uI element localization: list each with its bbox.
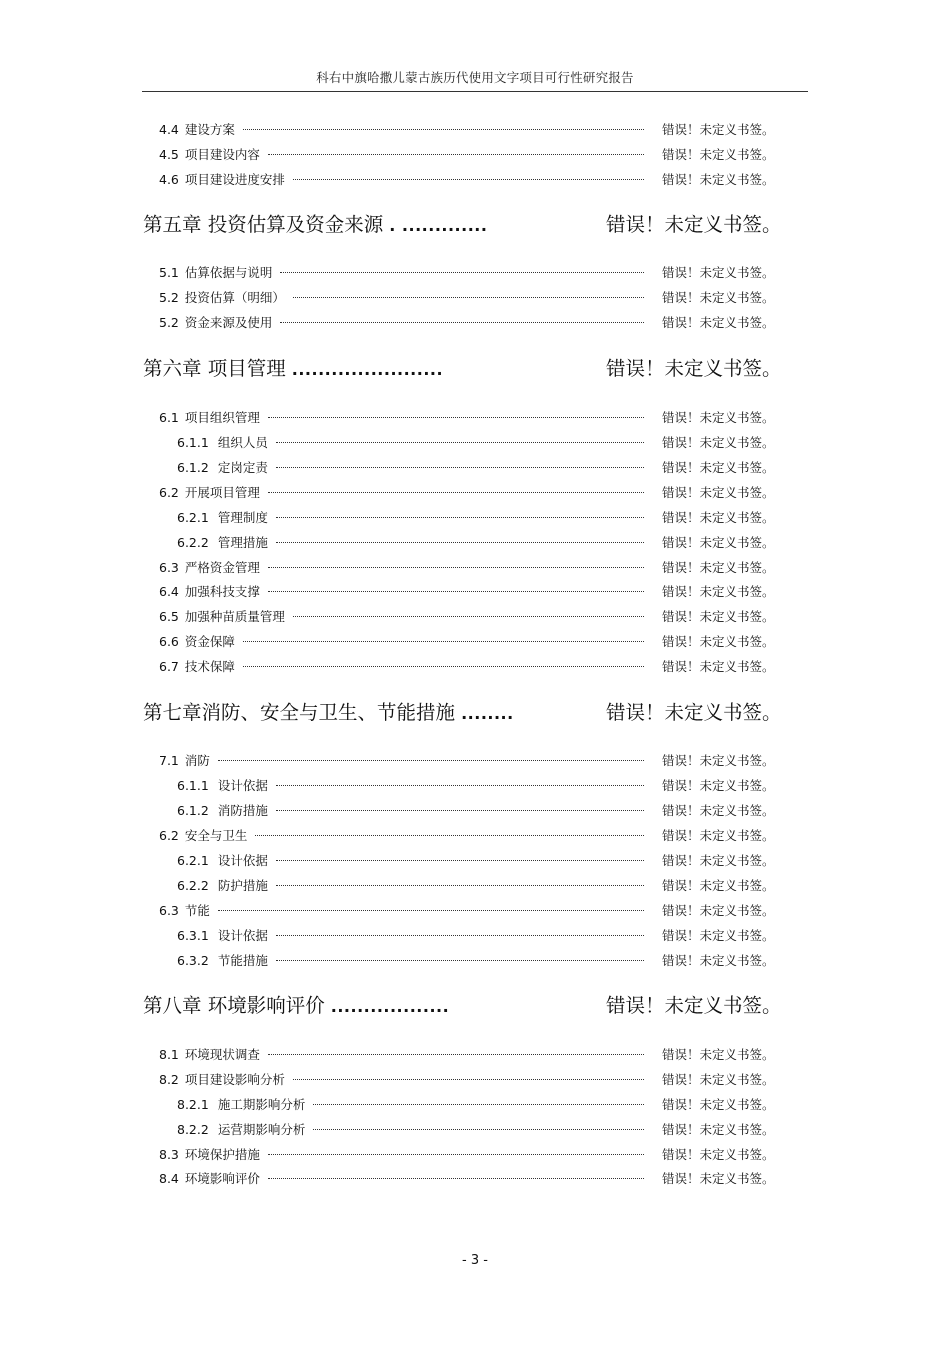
toc-page-ref: 错误！未定义书签。 — [662, 435, 775, 450]
toc-entry-label — [159, 826, 247, 846]
toc-entry-label — [177, 1095, 305, 1115]
toc-entry-title: 技术保障 — [184, 659, 235, 674]
toc-entry-number: 6.3.1 — [177, 928, 209, 943]
toc-leader-dots — [276, 442, 644, 443]
toc-page-ref: 错误！未定义书签。 — [662, 1122, 775, 1137]
toc-entry-label — [159, 582, 260, 602]
toc-entry[interactable] — [0, 1169, 950, 1189]
chapter-title — [143, 208, 487, 243]
toc-entry-number: 6.4 — [159, 584, 179, 599]
chapter-title-text: 第六章 项目管理 — [143, 357, 286, 380]
toc-leader-dots — [276, 935, 644, 936]
toc-leader-dots — [276, 785, 644, 786]
toc-entry-title: 资金来源及使用 — [184, 315, 273, 330]
toc-entry-label — [177, 508, 268, 528]
toc-page-ref: 错误！未定义书签。 — [662, 609, 775, 624]
toc-entry-number: 6.2.1 — [177, 853, 209, 868]
toc-entry[interactable] — [0, 876, 950, 896]
toc-entry-number: 4.6 — [159, 172, 179, 187]
toc-entry[interactable] — [0, 313, 950, 333]
toc-entry-label — [159, 263, 272, 283]
toc-entry-label — [159, 408, 260, 428]
document-header: 科右中旗哈撒儿蒙古族历代使用文字项目可行性研究报告 — [316, 70, 634, 85]
toc-entry-title: 设计依据 — [217, 928, 268, 943]
toc-chapter[interactable] — [0, 989, 950, 1023]
toc-page-ref: 错误！未定义书签。 — [662, 485, 775, 500]
toc-entry[interactable] — [0, 1070, 950, 1090]
toc-leader-dots — [276, 542, 644, 543]
toc-entry-title: 环境保护措施 — [184, 1147, 260, 1162]
toc-leader-dots — [280, 322, 644, 323]
toc-entry-label — [159, 632, 235, 652]
toc-page-ref: 错误！未定义书签。 — [662, 172, 775, 187]
toc-entry-number: 8.2.2 — [177, 1122, 209, 1137]
toc-leader-dots — [276, 860, 644, 861]
toc-entry-title: 投资估算（明细） — [184, 290, 285, 305]
toc-entry-title: 项目建设进度安排 — [184, 172, 285, 187]
toc-entry[interactable] — [0, 145, 950, 165]
toc-entry[interactable] — [0, 1145, 950, 1165]
toc-entry[interactable] — [0, 458, 950, 478]
toc-entry-title: 安全与卫生 — [184, 828, 248, 843]
toc-entry-label — [177, 801, 268, 821]
toc-entry-number: 4.4 — [159, 122, 179, 137]
toc-entry-number: 4.5 — [159, 147, 179, 162]
toc-entry[interactable] — [0, 582, 950, 602]
toc-entry-title: 资金保障 — [184, 634, 235, 649]
toc-entry-label — [177, 1120, 305, 1140]
toc-page-ref: 错误！未定义书签。 — [662, 290, 775, 305]
toc-entry-title: 设计依据 — [217, 853, 268, 868]
toc-page-ref: 错误！未定义书签。 — [662, 1072, 775, 1087]
chapter-title-text: 第八章 环境影响评价 — [143, 994, 325, 1017]
toc-entry-title: 开展项目管理 — [184, 485, 260, 500]
toc-leader-dots — [276, 960, 644, 961]
toc-page-ref: 错误！未定义书签。 — [662, 903, 775, 918]
toc-page-ref: 错误！未定义书签。 — [662, 122, 775, 137]
toc-entry-number: 6.1.1 — [177, 435, 209, 450]
toc-entry-title: 环境影响评价 — [184, 1171, 260, 1186]
toc-entry-title: 建设方案 — [184, 122, 235, 137]
toc-leader-dots — [293, 1079, 644, 1080]
toc-entry[interactable] — [0, 558, 950, 578]
toc-entry-number: 8.2.1 — [177, 1097, 209, 1112]
toc-page-ref: 错误！未定义书签。 — [662, 634, 775, 649]
toc-entry-title: 施工期影响分析 — [217, 1097, 306, 1112]
toc-entry-number: 6.6 — [159, 634, 179, 649]
toc-entry-title: 节能措施 — [217, 953, 268, 968]
toc-entry-title: 定岗定责 — [217, 460, 268, 475]
toc-entry-label — [159, 120, 235, 140]
toc-entry-number: 6.3 — [159, 560, 179, 575]
toc-leader-dots — [280, 272, 644, 273]
toc-entry-title: 环境现状调查 — [184, 1047, 260, 1062]
toc-entry-label — [177, 776, 268, 796]
chapter-page-ref: 错误！未定义书签。 — [606, 357, 782, 380]
toc-entry[interactable] — [0, 751, 950, 771]
toc-entry-number: 6.1.2 — [177, 460, 209, 475]
toc-entry[interactable] — [0, 1120, 950, 1140]
toc-page-ref: 错误！未定义书签。 — [662, 315, 775, 330]
toc-entry-label — [159, 751, 210, 771]
toc-page-ref: 错误！未定义书签。 — [662, 584, 775, 599]
toc-entry-label — [177, 533, 268, 553]
toc-page-ref: 错误！未定义书签。 — [662, 510, 775, 525]
toc-entry-title: 运营期影响分析 — [217, 1122, 306, 1137]
toc-entry-title: 消防措施 — [217, 803, 268, 818]
toc-leader-dots — [293, 179, 644, 180]
toc-leader-dots — [276, 885, 644, 886]
toc-entry-label — [159, 1145, 260, 1165]
toc-entry-label — [177, 433, 268, 453]
toc-leader-dots — [268, 1154, 644, 1155]
toc-leader-dots — [276, 517, 644, 518]
toc-leader-dots — [268, 567, 644, 568]
toc-entry-number: 5.2 — [159, 315, 179, 330]
chapter-title — [143, 352, 443, 387]
toc-entry-title: 管理措施 — [217, 535, 268, 550]
chapter-title — [143, 696, 514, 731]
chapter-title-text: 第五章 投资估算及资金来源 — [143, 213, 384, 236]
toc-page-ref: 错误！未定义书签。 — [662, 828, 775, 843]
toc-leader-dots — [218, 760, 644, 761]
toc-page-ref: 错误！未定义书签。 — [662, 778, 775, 793]
toc-entry-number: 6.5 — [159, 609, 179, 624]
toc-page-ref: 错误！未定义书签。 — [662, 560, 775, 575]
toc-entry-title: 节能 — [184, 903, 210, 918]
toc-page-ref: 错误！未定义书签。 — [662, 1097, 775, 1112]
toc-leader-dots — [255, 835, 644, 836]
toc-entry[interactable] — [0, 533, 950, 553]
toc-entry-label — [159, 288, 285, 308]
toc-entry[interactable] — [0, 776, 950, 796]
toc-entry[interactable] — [0, 1045, 950, 1065]
toc-leader-dots — [268, 1054, 644, 1055]
toc-entry-title: 加强种苗质量管理 — [184, 609, 285, 624]
toc-entry-number: 6.2.2 — [177, 878, 209, 893]
toc-entry-label — [159, 483, 260, 503]
toc-entry-number: 8.2 — [159, 1072, 179, 1087]
toc-entry[interactable] — [0, 263, 950, 283]
toc-page-ref: 错误！未定义书签。 — [662, 803, 775, 818]
chapter-page-ref: 错误！未定义书签。 — [606, 213, 782, 236]
toc-entry-title: 消防 — [184, 753, 210, 768]
chapter-leader-dots: . ............. — [383, 216, 488, 235]
toc-page-ref: 错误！未定义书签。 — [662, 460, 775, 475]
toc-entry-title: 设计依据 — [217, 778, 268, 793]
toc-chapter[interactable] — [0, 696, 950, 730]
toc-entry-title: 管理制度 — [217, 510, 268, 525]
toc-entry[interactable] — [0, 926, 950, 946]
toc-entry[interactable] — [0, 1095, 950, 1115]
toc-page-ref: 错误！未定义书签。 — [662, 1147, 775, 1162]
toc-entry-number: 5.1 — [159, 265, 179, 280]
chapter-page-ref: 错误！未定义书签。 — [606, 994, 782, 1017]
toc-page-ref: 错误！未定义书签。 — [662, 853, 775, 868]
toc-page-ref: 错误！未定义书签。 — [662, 410, 775, 425]
toc-entry[interactable] — [0, 632, 950, 652]
toc-entry[interactable] — [0, 851, 950, 871]
toc-entry-number: 6.1.2 — [177, 803, 209, 818]
toc-entry[interactable] — [0, 433, 950, 453]
toc-leader-dots — [276, 467, 644, 468]
toc-leader-dots — [243, 641, 644, 642]
toc-entry-label — [159, 558, 260, 578]
toc-entry[interactable] — [0, 408, 950, 428]
toc-leader-dots — [293, 297, 644, 298]
toc-entry-number: 6.2.2 — [177, 535, 209, 550]
chapter-page-ref: 错误！未定义书签。 — [606, 701, 782, 724]
toc-page-ref: 错误！未定义书签。 — [662, 147, 775, 162]
toc-entry-label — [177, 951, 268, 971]
toc-leader-dots — [218, 910, 644, 911]
toc-entry-number: 6.3.2 — [177, 953, 209, 968]
toc-leader-dots — [293, 616, 644, 617]
toc-page-ref: 错误！未定义书签。 — [662, 878, 775, 893]
toc-entry-number: 6.1.1 — [177, 778, 209, 793]
toc-leader-dots — [268, 154, 644, 155]
toc-entry-title: 严格资金管理 — [184, 560, 260, 575]
toc-entry[interactable] — [0, 951, 950, 971]
toc-leader-dots — [313, 1104, 644, 1105]
toc-entry-number: 6.2 — [159, 485, 179, 500]
toc-leader-dots — [276, 810, 644, 811]
toc-page-ref: 错误！未定义书签。 — [662, 753, 775, 768]
chapter-title-text: 第七章消防、安全与卫生、节能措施 — [143, 701, 456, 724]
page-number: - 3 - — [462, 1253, 488, 1268]
toc-entry-label — [159, 901, 210, 921]
toc-entry[interactable] — [0, 607, 950, 627]
toc-chapter[interactable] — [0, 208, 950, 242]
toc-entry-number: 6.2 — [159, 828, 179, 843]
chapter-title — [143, 989, 449, 1024]
toc-leader-dots — [268, 1178, 644, 1179]
chapter-leader-dots: ....................... — [285, 360, 444, 379]
toc-entry[interactable] — [0, 483, 950, 503]
toc-entry[interactable] — [0, 657, 950, 677]
toc-leader-dots — [243, 666, 644, 667]
toc-page-ref: 错误！未定义书签。 — [662, 1171, 775, 1186]
toc-entry-label — [177, 458, 268, 478]
chapter-leader-dots: .................. — [324, 997, 450, 1016]
toc-entry-label — [159, 145, 260, 165]
toc-entry[interactable] — [0, 901, 950, 921]
toc-leader-dots — [268, 591, 644, 592]
toc-entry-title: 加强科技支撑 — [184, 584, 260, 599]
toc-page-ref: 错误！未定义书签。 — [662, 928, 775, 943]
toc-entry-number: 6.1 — [159, 410, 179, 425]
toc-entry-label — [159, 313, 272, 333]
toc-page-ref: 错误！未定义书签。 — [662, 659, 775, 674]
toc-page-ref: 错误！未定义书签。 — [662, 265, 775, 280]
toc-leader-dots — [313, 1129, 644, 1130]
toc-leader-dots — [268, 492, 644, 493]
toc-entry-number: 8.4 — [159, 1171, 179, 1186]
toc-entry[interactable] — [0, 170, 950, 190]
toc-entry-number: 5.2 — [159, 290, 179, 305]
toc-leader-dots — [243, 129, 644, 130]
toc-entry-label — [177, 926, 268, 946]
toc-entry-number: 6.7 — [159, 659, 179, 674]
chapter-leader-dots: ........ — [455, 704, 514, 723]
toc-page-ref: 错误！未定义书签。 — [662, 953, 775, 968]
toc-entry-number: 7.1 — [159, 753, 179, 768]
toc-page-ref: 错误！未定义书签。 — [662, 1047, 775, 1062]
toc-entry-number: 8.1 — [159, 1047, 179, 1062]
toc-entry-title: 防护措施 — [217, 878, 268, 893]
toc-chapter[interactable] — [0, 352, 950, 386]
toc-entry[interactable] — [0, 826, 950, 846]
toc-entry[interactable] — [0, 288, 950, 308]
toc-entry-title: 项目组织管理 — [184, 410, 260, 425]
toc-entry-label — [159, 607, 285, 627]
toc-page-ref: 错误！未定义书签。 — [662, 535, 775, 550]
toc-entry-label — [177, 876, 268, 896]
toc-entry-label — [159, 170, 285, 190]
toc-entry-number: 8.3 — [159, 1147, 179, 1162]
toc-entry-title: 估算依据与说明 — [184, 265, 273, 280]
toc-entry[interactable] — [0, 120, 950, 140]
toc-entry-label — [177, 851, 268, 871]
toc-entry[interactable] — [0, 508, 950, 528]
toc-entry[interactable] — [0, 801, 950, 821]
toc-entry-label — [159, 1070, 285, 1090]
toc-leader-dots — [268, 417, 644, 418]
toc-entry-label — [159, 1169, 260, 1189]
toc-entry-label — [159, 657, 235, 677]
toc-entry-number: 6.2.1 — [177, 510, 209, 525]
toc-entry-number: 6.3 — [159, 903, 179, 918]
toc-entry-title: 组织人员 — [217, 435, 268, 450]
toc-entry-title: 项目建设影响分析 — [184, 1072, 285, 1087]
toc-entry-label — [159, 1045, 260, 1065]
toc-entry-title: 项目建设内容 — [184, 147, 260, 162]
